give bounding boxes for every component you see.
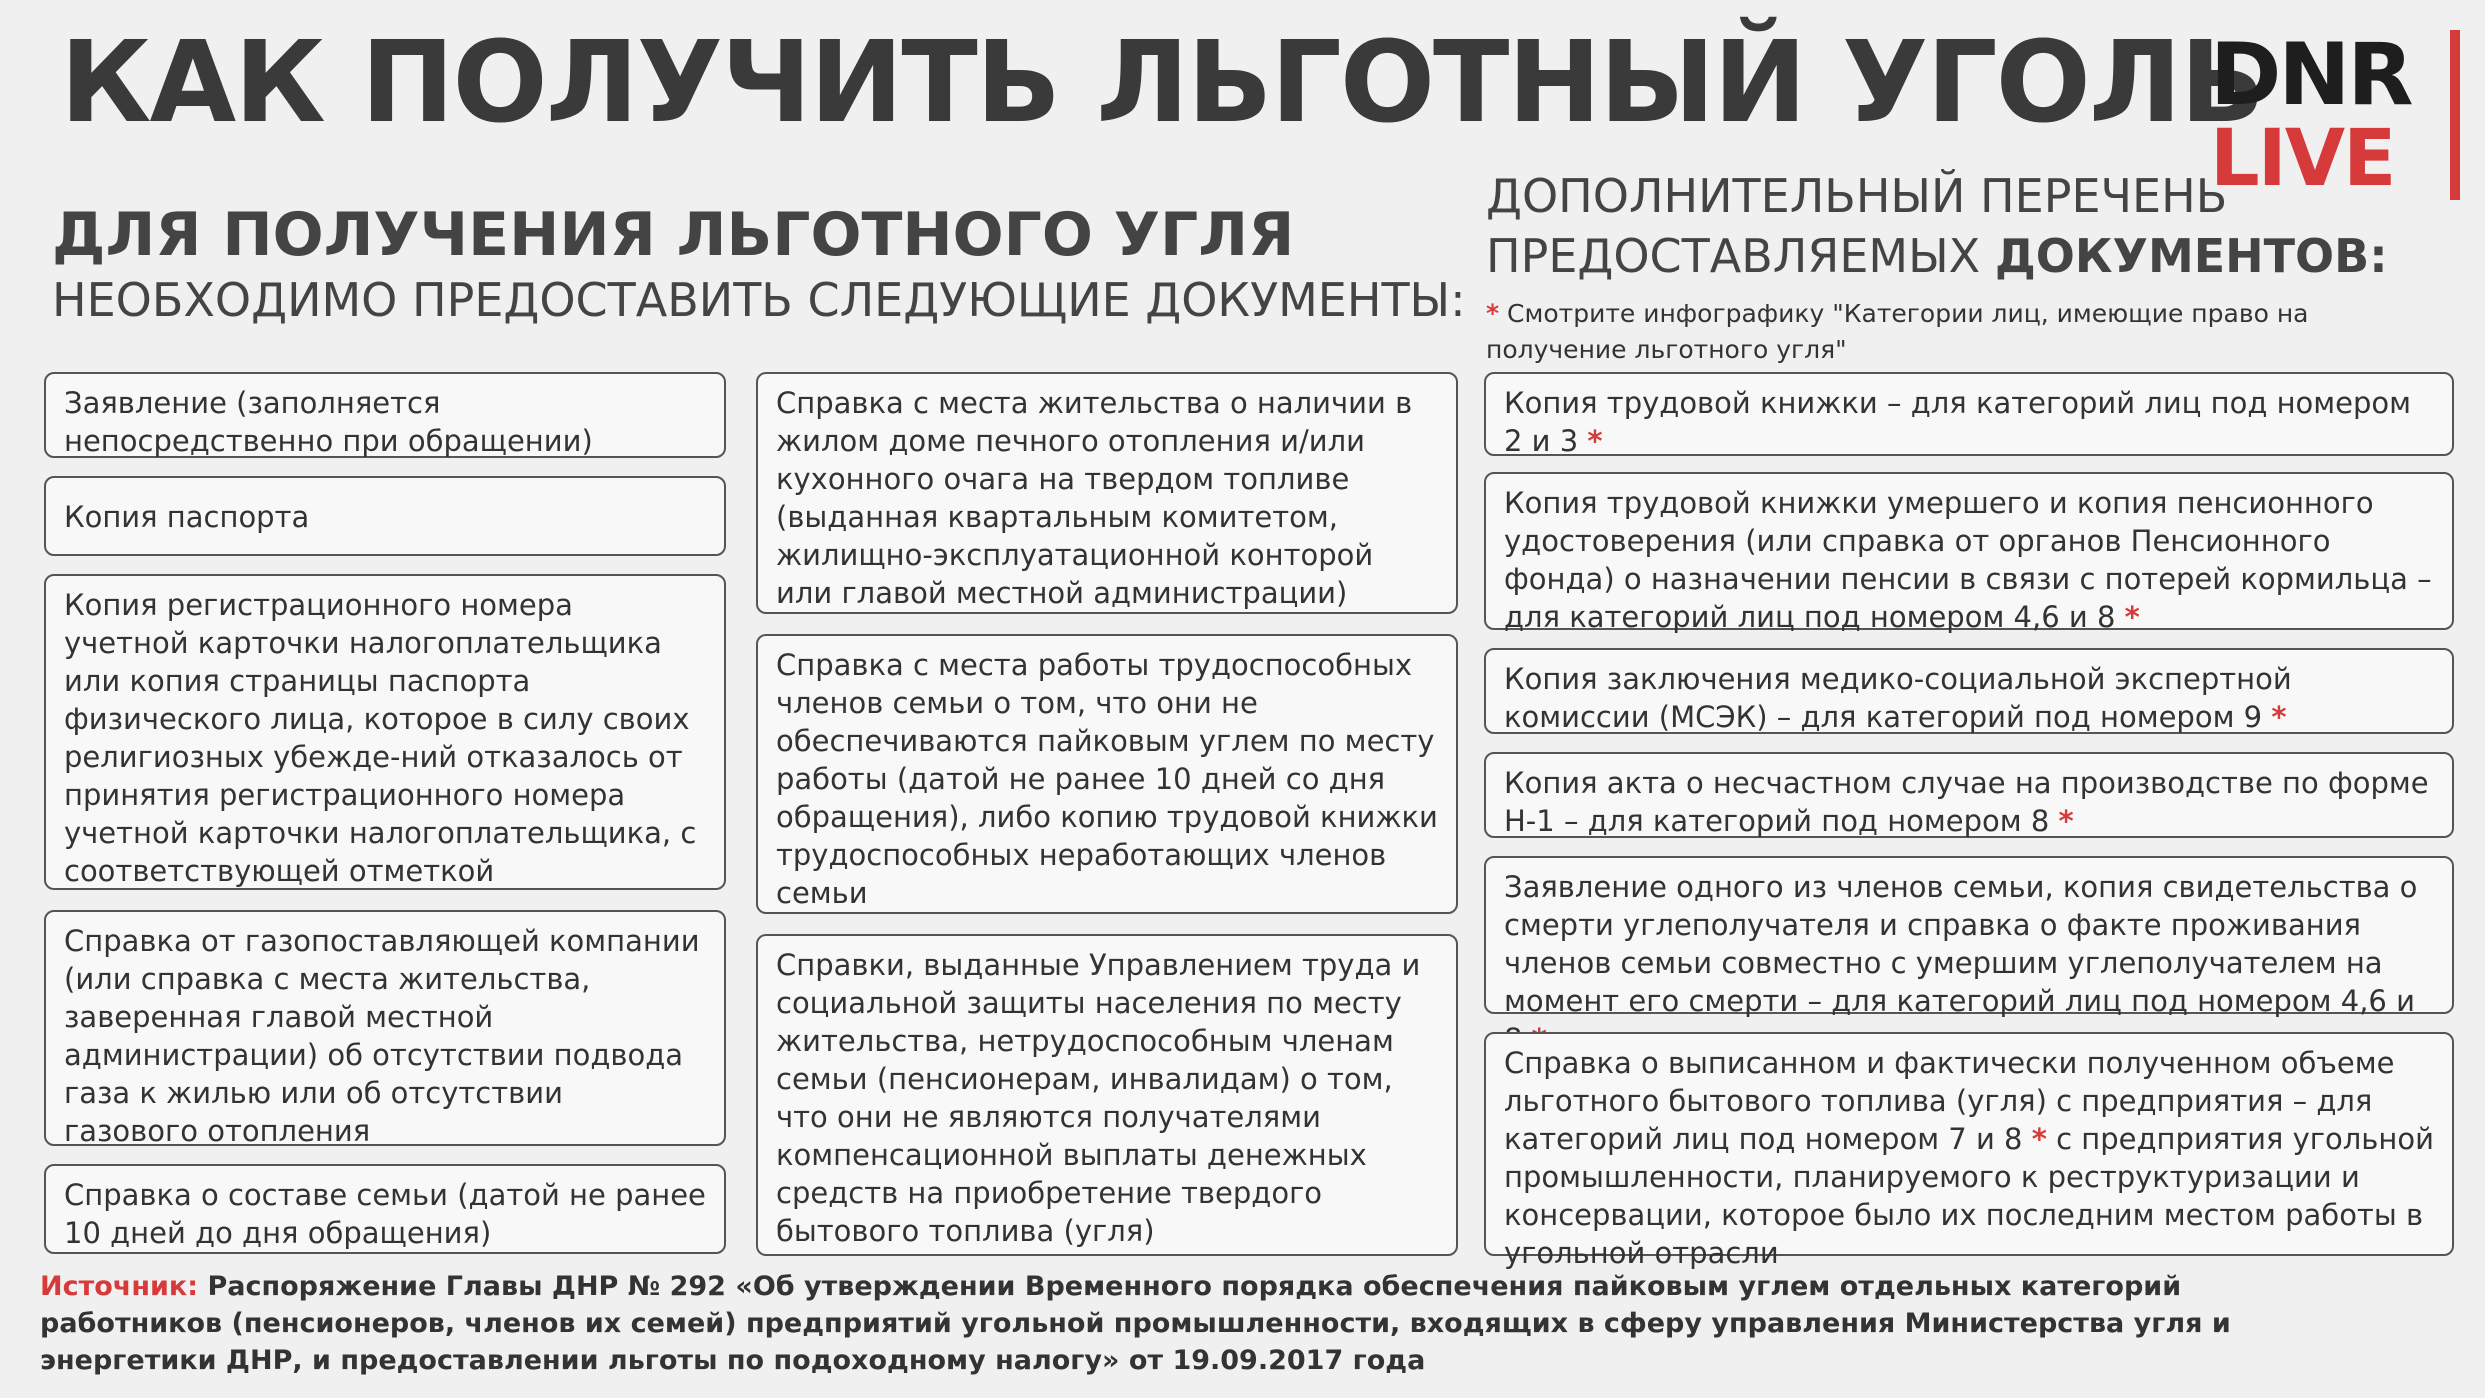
document-text: Справка о составе семьи (датой не ранее 10 дней до дня обращения)	[64, 1178, 706, 1250]
logo-live-text: LIVE	[2210, 114, 2395, 204]
document-text: Копия паспорта	[64, 500, 310, 534]
right-header-bold: ДОКУМЕНТОВ:	[1994, 229, 2388, 283]
document-text: Копия регистрационного номера учетной карточки налогоплательщика или копия страницы паспорта физического лица, которое в силу своих религиозных убежде-ний отказалось от принятия регистрационного номера учетной карточки налогоплательщика, с соответствующей отметкой	[64, 588, 697, 888]
note-text: Смотрите инфографику "Категории лиц, имеющие право на получение льготного угля"	[1486, 299, 2309, 364]
document-text: Справка о выписанном и фактически полученном объеме льготного бытового топлива (угля) с предприятия – для категорий лиц под номером 7 и 8	[1504, 1046, 2395, 1156]
source-text: Распоряжение Главы ДНР № 292 «Об утверждении Временного порядка обеспечения пайковым углем отдельных категорий работников (пенсионеров, членов их семей) предприятий угольной промышленности, входящих в сферу управления Министерства угля и энергетики ДНР, и предоставлении льготы по подоходному налогу» от 19.09.2017 года	[40, 1271, 2231, 1376]
category-star: *	[1587, 424, 1603, 458]
right-header-line2	[1486, 228, 2388, 284]
source-footer	[40, 1268, 2340, 1379]
document-box	[1484, 1032, 2454, 1270]
document-box	[756, 372, 1458, 614]
document-text: Заявление (заполняется непосредственно при обращении)	[64, 386, 593, 458]
document-box	[1484, 372, 2454, 456]
document-text: Копия акта о несчастном случае на производстве по форме Н-1 – для категорий под номером 8	[1504, 766, 2429, 838]
document-text: Копия трудовой книжки умершего и копия пенсионного удостоверения (или справка от органов Пенсионного фонда) о назначении пенсии в связи с потерей кормильца – для категорий лиц под номером 4,6 и 8	[1504, 486, 2432, 634]
document-text: Справка от газопоставляющей компании (или справка с места жительства, заверенная главой местной администрации) об отсутствии подвода газа к жилью или об отсутствии газового отопления	[64, 924, 700, 1148]
document-text: Справка с места работы трудоспособных членов семьи о том, что они не обеспечиваются пайковым углем по месту работы (датой не ранее 10 дней со дня обращения), либо копию трудовой книжки трудоспособных неработающих членов семьи	[776, 648, 1438, 910]
document-box	[44, 476, 726, 556]
page-title: КАК ПОЛУЧИТЬ ЛЬГОТНЫЙ УГОЛЬ	[60, 18, 2264, 148]
document-box	[756, 934, 1458, 1256]
document-text: Копия трудовой книжки – для категорий лиц под номером 2 и 3	[1504, 386, 2412, 458]
left-header-title: ДЛЯ ПОЛУЧЕНИЯ ЛЬГОТНОГО УГЛЯ	[52, 200, 1295, 270]
category-star: *	[2058, 804, 2074, 838]
document-text: Справки, выданные Управлением труда и социальной защиты населения по месту жительства, нетрудоспособным членам семьи (пенсионерам, инвалидам) о том, что они не являются получателями компенсационной выплаты денежных средств на приобретение твердого бытового топлива (угля)	[776, 948, 1421, 1248]
document-box	[1484, 856, 2454, 1018]
document-box	[44, 372, 726, 458]
document-text: Заявление одного из членов семьи, копия свидетельства о смерти углеполучателя и справка о факте проживания членов семьи совместно с умершим углеполучателем на момент его смерти – для категорий лиц под номером 4,6 и	[1504, 870, 2418, 1018]
dnr-live-logo	[2210, 25, 2470, 204]
document-text: Копия заключения медико-социальной экспертной комиссии (МСЭК) – для категорий под номером 9	[1504, 662, 2292, 734]
document-text: Справка с места жительства о наличии в жилом доме печного отопления и/или кухонного очага на твердом топливе (выданная квартальным комитетом, жилищно-эксплуатационной конторой или главой местной администрации)	[776, 386, 1413, 610]
category-star: *	[2271, 700, 2287, 734]
left-header-subtitle: НЕОБХОДИМО ПРЕДОСТАВИТЬ СЛЕДУЮЩИЕ ДОКУМЕНТЫ:	[52, 273, 1466, 327]
logo-accent-bar	[2450, 30, 2460, 200]
document-text: с предприятия угольной промышленности, планируемого к реструктуризации и консервации, которое было их последним местом работы в угольной отрасли	[1504, 1122, 2434, 1270]
document-box	[44, 574, 726, 890]
category-star: *	[2124, 600, 2140, 634]
logo-dnr-text: DNR	[2210, 25, 2411, 125]
infographic-note	[1486, 296, 2346, 368]
right-header-line1: ДОПОЛНИТЕЛЬНЫЙ ПЕРЕЧЕНЬ	[1486, 169, 2228, 223]
document-box	[756, 634, 1458, 914]
source-label: Источник:	[40, 1271, 199, 1302]
document-box	[1484, 648, 2454, 734]
document-box	[44, 1164, 726, 1254]
document-box	[1484, 752, 2454, 838]
category-star: *	[2031, 1122, 2047, 1156]
document-box	[44, 910, 726, 1146]
right-header-normal: ПРЕДОСТАВЛЯЕМЫХ	[1486, 229, 1995, 283]
note-star: *	[1486, 299, 1500, 328]
document-box	[1484, 472, 2454, 634]
